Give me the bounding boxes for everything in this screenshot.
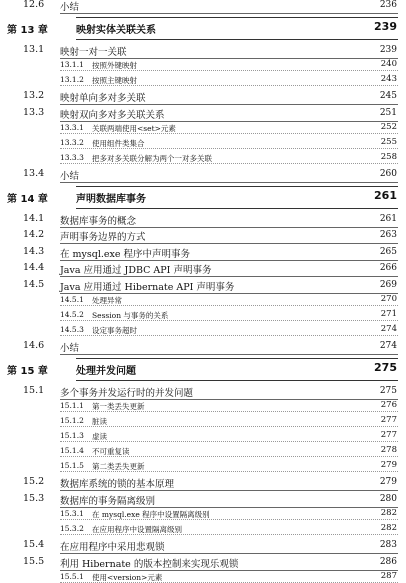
chapter-rule-top: [76, 186, 398, 187]
leader-rule: [60, 456, 398, 457]
toc-page-number: 258: [380, 152, 397, 162]
toc-number: 13.2: [23, 90, 45, 101]
toc-section: [0, 260, 406, 277]
toc-title: 在应用程序中设置隔离级别: [92, 525, 182, 534]
leader-rule: [60, 320, 398, 321]
toc-page-number: 239: [374, 19, 397, 33]
toc-number: 13.4: [23, 168, 45, 179]
toc-section: [0, 0, 406, 14]
toc-page-number: 275: [374, 360, 397, 374]
toc-subsection: [0, 308, 406, 321]
toc-number: 13.3.2: [60, 138, 84, 147]
toc-number: 15.1.4: [60, 446, 84, 455]
toc-number: 14.1: [23, 212, 45, 224]
toc-title: 映射实体关联关系: [76, 24, 156, 36]
leader-rule: [60, 305, 398, 306]
toc-section: [0, 211, 406, 228]
leader-rule: [60, 13, 398, 14]
toc-number: 15.1.5: [60, 461, 84, 470]
toc-section: [0, 338, 406, 355]
toc-subsection: [0, 323, 406, 336]
toc-subsection: [0, 429, 406, 442]
toc-section: [0, 383, 406, 400]
toc-page-number: 277: [380, 430, 397, 440]
toc-number: 第 14 章: [7, 193, 48, 205]
toc-section: [0, 227, 406, 244]
toc-subsection: [0, 293, 406, 306]
toc-subsection: [0, 414, 406, 427]
toc-title: 脏读: [92, 417, 107, 426]
toc-title: 在应用程序中采用悲观锁: [60, 542, 165, 553]
toc-title: 把多对多关联分解为两个一对多关联: [92, 154, 212, 163]
toc-title: 不可重复读: [92, 447, 130, 456]
toc-section: [0, 42, 406, 59]
toc-page-number: 263: [379, 230, 397, 240]
toc-number: 第 13 章: [7, 24, 48, 36]
leader-rule: [60, 148, 398, 149]
toc-title: 小结: [60, 343, 80, 354]
toc-number: 14.2: [23, 229, 45, 240]
toc-page-number: 261: [374, 188, 397, 202]
chapter-rule-top: [76, 17, 398, 18]
leader-rule: [60, 182, 398, 183]
leader-rule: [60, 411, 398, 412]
chapter-rule-bottom: [76, 39, 398, 40]
toc-number: 15.4: [23, 539, 45, 550]
toc-page-number: 282: [380, 523, 397, 533]
toc-title: 按照外键映射: [92, 61, 137, 70]
toc-subsection: [0, 399, 406, 412]
toc-title: Session 与事务的关系: [92, 311, 169, 320]
toc-section: [0, 277, 406, 294]
leader-rule: [60, 534, 398, 535]
toc-chapter: [0, 186, 406, 208]
leader-rule: [60, 163, 398, 164]
toc-section: [0, 491, 406, 508]
toc-title: 设定事务超时: [92, 326, 137, 335]
toc-page-number: 276: [380, 400, 397, 410]
toc-number: 15.2: [23, 476, 45, 487]
toc-page-number: 236: [379, 0, 397, 10]
chapter-rule-top: [76, 358, 398, 359]
toc-page-number: 260: [379, 169, 397, 179]
toc-title: 利用 Hibernate 的版本控制来实现乐观锁: [60, 558, 239, 570]
toc-title: 映射单向多对多关联: [60, 93, 146, 104]
leader-rule: [60, 354, 398, 355]
toc-title: 数据库的事务隔离级别: [60, 495, 156, 507]
toc-page-number: 287: [380, 571, 397, 581]
toc-number: 12.6: [23, 0, 45, 10]
leader-rule: [60, 335, 398, 336]
toc-title: Java 应用通过 JDBC API 声明事务: [60, 265, 212, 276]
toc-section: [0, 244, 406, 261]
leader-rule: [60, 85, 398, 86]
toc-number: 13.1.1: [60, 60, 84, 69]
toc-section: [0, 166, 406, 183]
toc-page-number: 283: [379, 540, 397, 550]
toc-number: 15.1.2: [60, 416, 84, 425]
toc-subsection: [0, 136, 406, 149]
toc-subsection: [0, 444, 406, 457]
toc-title: 使用组件类集合: [92, 139, 145, 148]
toc-subsection: [0, 459, 406, 472]
toc-section: [0, 88, 406, 105]
toc-title: 处理异常: [92, 296, 122, 305]
toc-page-number: 286: [379, 556, 397, 567]
toc-section: [0, 474, 406, 491]
toc-subsection: [0, 151, 406, 164]
toc-number: 15.5.1: [60, 572, 84, 581]
toc-number: 14.6: [23, 340, 45, 351]
toc-section: [0, 105, 406, 122]
toc-page-number: 243: [380, 74, 397, 84]
toc-page-number: 279: [380, 460, 397, 470]
leader-rule: [60, 426, 398, 427]
toc-title: 多个事务并发运行时的并发问题: [60, 387, 194, 399]
toc-number: 14.5.1: [60, 295, 84, 304]
toc-number: 15.3: [23, 492, 45, 504]
chapter-rule-bottom: [76, 380, 398, 381]
toc-title: 处理并发问题: [76, 365, 136, 377]
toc-page-number: 255: [380, 137, 397, 147]
toc-title: 关联两端使用<set>元素: [92, 124, 176, 133]
toc-subsection: [0, 507, 406, 520]
toc-section: [0, 554, 406, 571]
toc-number: 15.5: [23, 555, 45, 567]
toc-section: [0, 537, 406, 554]
toc-number: 15.1.3: [60, 431, 84, 440]
toc-page-number: 269: [379, 279, 397, 290]
chapter-rule-bottom: [76, 208, 398, 209]
toc-page-number: 271: [380, 309, 397, 319]
leader-rule: [60, 70, 398, 71]
toc-number: 15.1: [23, 384, 45, 396]
toc-page-number: 275: [379, 385, 397, 396]
toc-number: 15.1.1: [60, 401, 84, 410]
toc-page-number: 245: [379, 91, 397, 101]
toc-page-number: 270: [380, 294, 397, 304]
toc-page-number: 239: [379, 44, 397, 55]
toc-page-number: 266: [379, 263, 397, 273]
toc-number: 15.3.1: [60, 509, 84, 518]
toc-title: 按照主键映射: [92, 76, 137, 85]
toc-number: 14.5.3: [60, 325, 84, 334]
toc-title: 映射双向多对多关联关系: [60, 109, 165, 121]
toc-number: 13.3: [23, 106, 45, 118]
toc-title: Java 应用通过 Hibernate API 声明事务: [60, 281, 235, 293]
toc-page-number: 279: [379, 477, 397, 487]
toc-page-number: 278: [380, 445, 397, 455]
toc-title: 在 mysql.exe 程序中设置隔离级别: [92, 510, 210, 519]
toc-number: 14.4: [23, 262, 45, 273]
toc-subsection: [0, 522, 406, 535]
toc-page-number: 274: [379, 341, 397, 351]
toc-title: 声明数据库事务: [76, 193, 146, 205]
toc-title: 在 mysql.exe 程序中声明事务: [60, 248, 191, 260]
toc-title: 虚读: [92, 432, 107, 441]
leader-rule: [60, 519, 398, 520]
toc-number: 15.3.2: [60, 524, 84, 533]
toc-title: 数据库事务的概念: [60, 215, 137, 227]
toc-page-number: 261: [379, 213, 397, 224]
toc-title: 使用<version>元素: [92, 573, 163, 582]
toc-number: 13.1: [23, 43, 45, 55]
toc-subsection: [0, 73, 406, 86]
toc-number: 13.3.1: [60, 123, 84, 132]
toc-chapter: [0, 358, 406, 380]
toc-page-number: 252: [380, 122, 397, 132]
toc-subsection: [0, 570, 406, 583]
toc-title: 小结: [60, 2, 80, 13]
toc-title: 数据库系统的锁的基本原理: [60, 479, 175, 490]
toc-number: 13.3.3: [60, 153, 84, 162]
toc-page-number: 274: [380, 324, 397, 334]
toc-number: 14.5.2: [60, 310, 84, 319]
toc-chapter: [0, 17, 406, 39]
toc-subsection: [0, 121, 406, 134]
toc-page-number: 282: [380, 508, 397, 518]
toc-subsection: [0, 58, 406, 71]
toc-page-number: 280: [379, 493, 397, 504]
leader-rule: [60, 441, 398, 442]
toc-page-number: 240: [380, 59, 397, 69]
toc-page-number: 277: [380, 415, 397, 425]
toc-title: 第一类丢失更新: [92, 402, 145, 411]
toc-title: 第二类丢失更新: [92, 462, 145, 471]
toc-number: 14.5: [23, 278, 45, 290]
toc-number: 13.1.2: [60, 75, 84, 84]
toc-number: 第 15 章: [7, 365, 48, 377]
toc-title: 映射一对一关联: [60, 46, 127, 58]
toc-title: 声明事务边界的方式: [60, 232, 146, 243]
toc-number: 14.3: [23, 245, 45, 257]
leader-rule: [60, 471, 398, 472]
toc-page-number: 251: [379, 107, 397, 118]
toc-title: 小结: [60, 171, 80, 182]
toc-page-number: 265: [379, 246, 397, 257]
leader-rule: [60, 133, 398, 134]
